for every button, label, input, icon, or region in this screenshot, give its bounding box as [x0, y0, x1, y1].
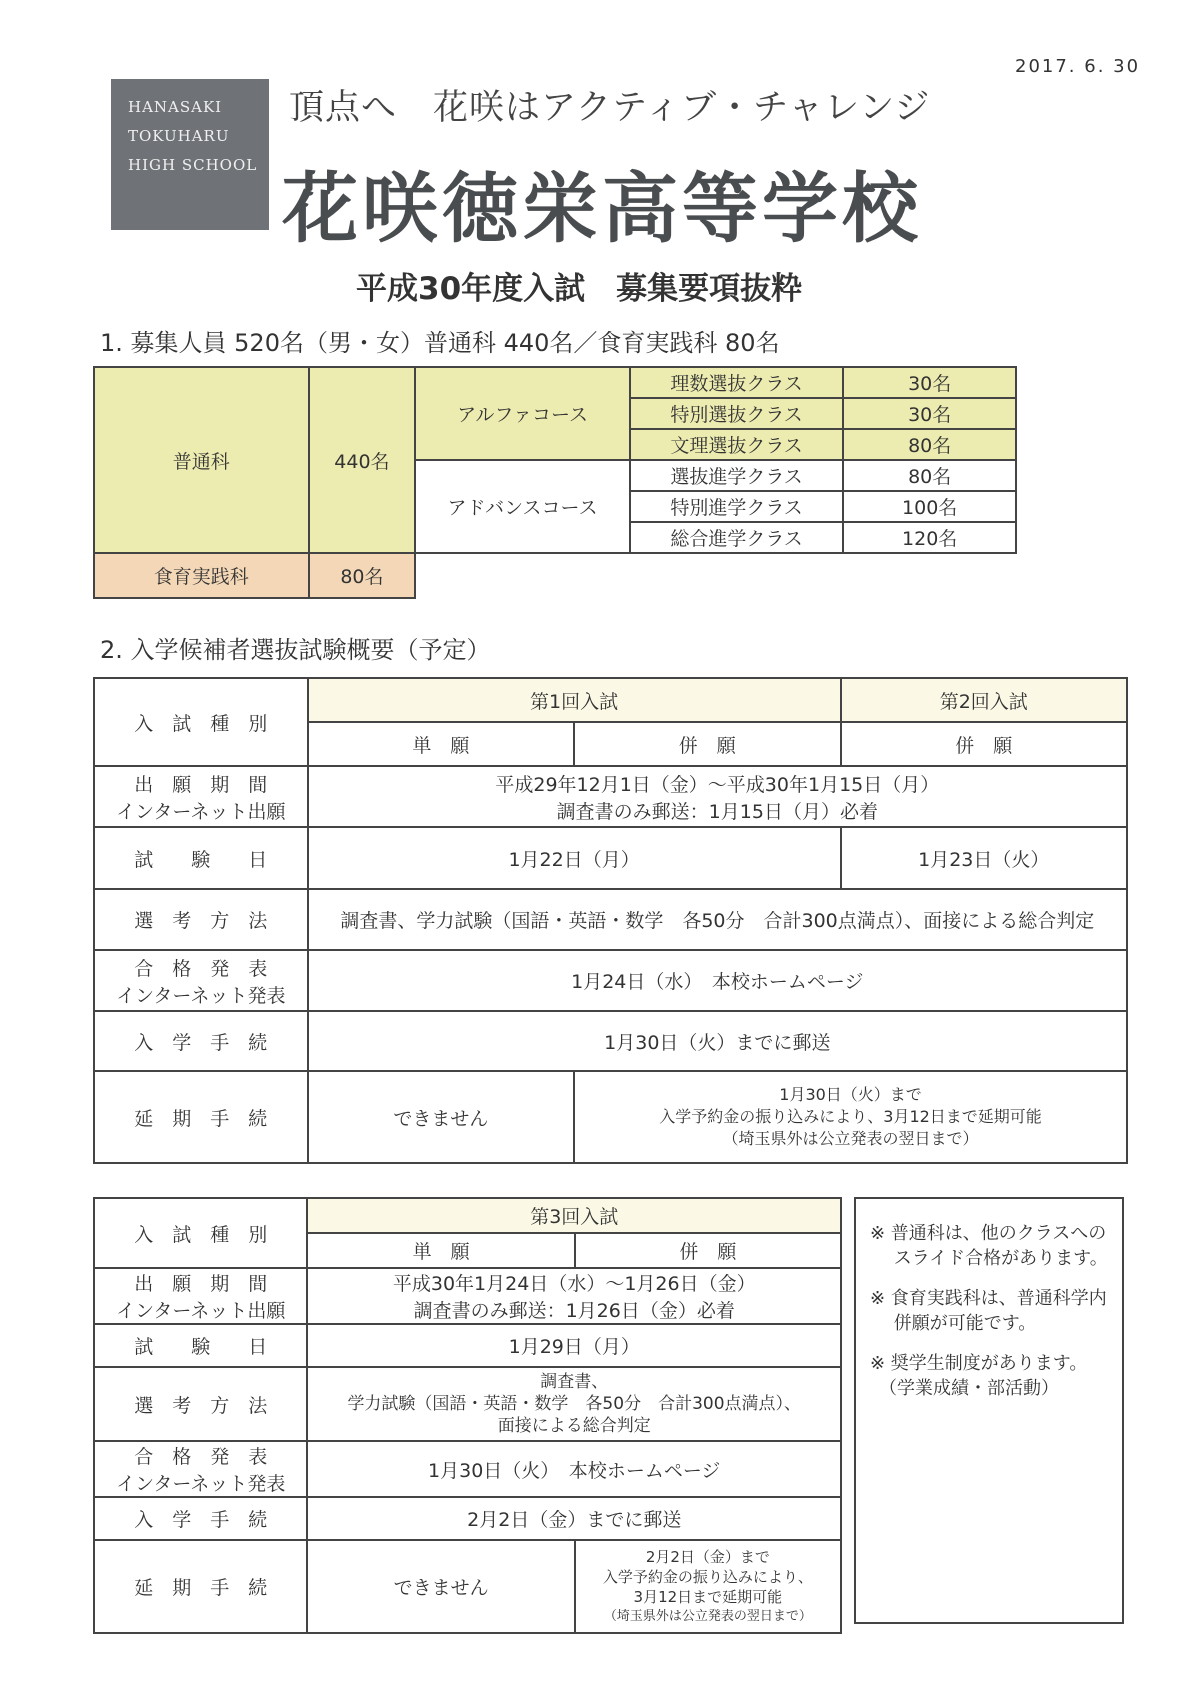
enrollment-procedure: 2月2日（金）までに郵送: [307, 1497, 841, 1540]
note-item: ※ 普通科は、他のクラスへの スライド合格があります。: [870, 1223, 1108, 1269]
shokuiku-count: 80名: [309, 553, 416, 598]
enrollment-table: [93, 366, 1017, 599]
enrollment-procedure: 1月30日（火）までに郵送: [308, 1011, 1127, 1071]
exam-schedule-table-1: [93, 677, 1128, 1164]
class-count: 120名: [843, 522, 1016, 553]
label-enrollment-procedure: 入 学 手 続: [94, 1497, 307, 1540]
class-name: 特別選抜クラス: [630, 398, 844, 429]
result-announcement: 1月24日（水） 本校ホームページ: [308, 950, 1127, 1011]
class-count: 30名: [843, 367, 1016, 398]
label-selection-method: 選 考 方 法: [94, 889, 308, 950]
class-count: 80名: [843, 429, 1016, 460]
heigan-header: 併 願: [841, 722, 1127, 766]
label-selection-method: 選 考 方 法: [94, 1367, 307, 1441]
note-item: ※ 食育実践科は、普通科学内 併願が可能です。: [870, 1288, 1107, 1334]
document-title: 平成30年度入試 募集要項抜粋: [356, 271, 803, 307]
class-count: 30名: [843, 398, 1016, 429]
label-result: 合 格 発 表 インターネット発表: [94, 950, 308, 1011]
alpha-course: アルファコース: [415, 367, 630, 460]
label-result: 合 格 発 表 インターネット発表: [94, 1441, 307, 1497]
exam-date-round-1: 1月22日（月）: [308, 827, 841, 889]
label-deferral: 延 期 手 続: [94, 1071, 308, 1163]
round-2-header: 第2回入試: [841, 678, 1127, 722]
label-exam-type: 入 試 種 別: [94, 1198, 307, 1268]
selection-method: 調査書、 学力試験（国語・英語・数学 各50分 合計300点満点）、 面接による総合判定: [307, 1367, 841, 1441]
label-exam-date: 試 験 日: [94, 827, 308, 889]
exam-schedule-table-2: [93, 1197, 842, 1634]
deferral-heigan: 2月2日（金）まで 入学予約金の振り込みにより、 3月12日まで延期可能 （埼玉県外は公立発表の翌日まで）: [575, 1540, 841, 1633]
class-count: 80名: [843, 460, 1016, 491]
label-application: 出 願 期 間 インターネット出願: [94, 766, 308, 827]
tangan-header: 単 願: [308, 722, 574, 766]
logo-line: HIGH SCHOOL: [128, 156, 258, 174]
futsu-cell: 普通科: [94, 367, 309, 553]
selection-method: 調査書、学力試験（国語・英語・数学 各50分 合計300点満点）、面接による総合判定: [308, 889, 1127, 950]
class-name: 特別進学クラス: [630, 491, 844, 522]
class-name: 選抜進学クラス: [630, 460, 844, 491]
deferral-tangan: できません: [308, 1071, 574, 1163]
exam-date-round-3: 1月29日（月）: [307, 1324, 841, 1367]
school-name: 花咲徳栄高等学校: [282, 164, 922, 253]
round-3-header: 第3回入試: [307, 1198, 841, 1233]
class-name: 理数選抜クラス: [630, 367, 844, 398]
deferral-tangan: できません: [307, 1540, 574, 1633]
notes-box: [854, 1197, 1124, 1624]
section-2-heading: 2. 入学候補者選抜試験概要（予定）: [100, 636, 491, 664]
class-count: 100名: [843, 491, 1016, 522]
logo-line: HANASAKI: [128, 98, 223, 116]
section-1-heading: 1. 募集人員 520名（男・女）普通科 440名／食育実践科 80名: [100, 329, 780, 357]
futsu-count: 440名: [309, 367, 416, 553]
label-exam-date: 試 験 日: [94, 1324, 307, 1367]
deferral-heigan: 1月30日（火）まで 入学予約金の振り込みにより、3月12日まで延期可能 （埼玉県外は公立発表の翌日まで）: [574, 1071, 1127, 1163]
advance-course: アドバンスコース: [415, 460, 630, 553]
label-deferral: 延 期 手 続: [94, 1540, 307, 1633]
heigan-header: 併 願: [575, 1233, 841, 1268]
round-1-header: 第1回入試: [308, 678, 841, 722]
class-name: 文理選抜クラス: [630, 429, 844, 460]
school-logo: [111, 79, 269, 230]
result-announcement: 1月30日（火） 本校ホームページ: [307, 1441, 841, 1497]
label-enrollment-procedure: 入 学 手 続: [94, 1011, 308, 1071]
logo-line: TOKUHARU: [128, 127, 230, 145]
tangan-header: 単 願: [307, 1233, 574, 1268]
application-period: 平成30年1月24日（水）～1月26日（金） 調査書のみ郵送：1月26日（金）必着: [307, 1268, 841, 1324]
shokuiku-cell: 食育実践科: [94, 553, 309, 598]
note-item: ※ 奨学生制度があります。 （学業成績・部活動）: [870, 1353, 1088, 1399]
exam-date-round-2: 1月23日（火）: [841, 827, 1127, 889]
heigan-header: 併 願: [574, 722, 840, 766]
label-application: 出 願 期 間 インターネット出願: [94, 1268, 307, 1324]
application-period: 平成29年12月1日（金）～平成30年1月15日（月） 調査書のみ郵送：1月15日（月）必着: [308, 766, 1127, 827]
class-name: 総合進学クラス: [630, 522, 844, 553]
document-date: 2017. 6. 30: [1015, 56, 1141, 77]
slogan: 頂点へ 花咲はアクティブ・チャレンジ: [289, 88, 931, 128]
label-exam-type: 入 試 種 別: [94, 678, 308, 766]
